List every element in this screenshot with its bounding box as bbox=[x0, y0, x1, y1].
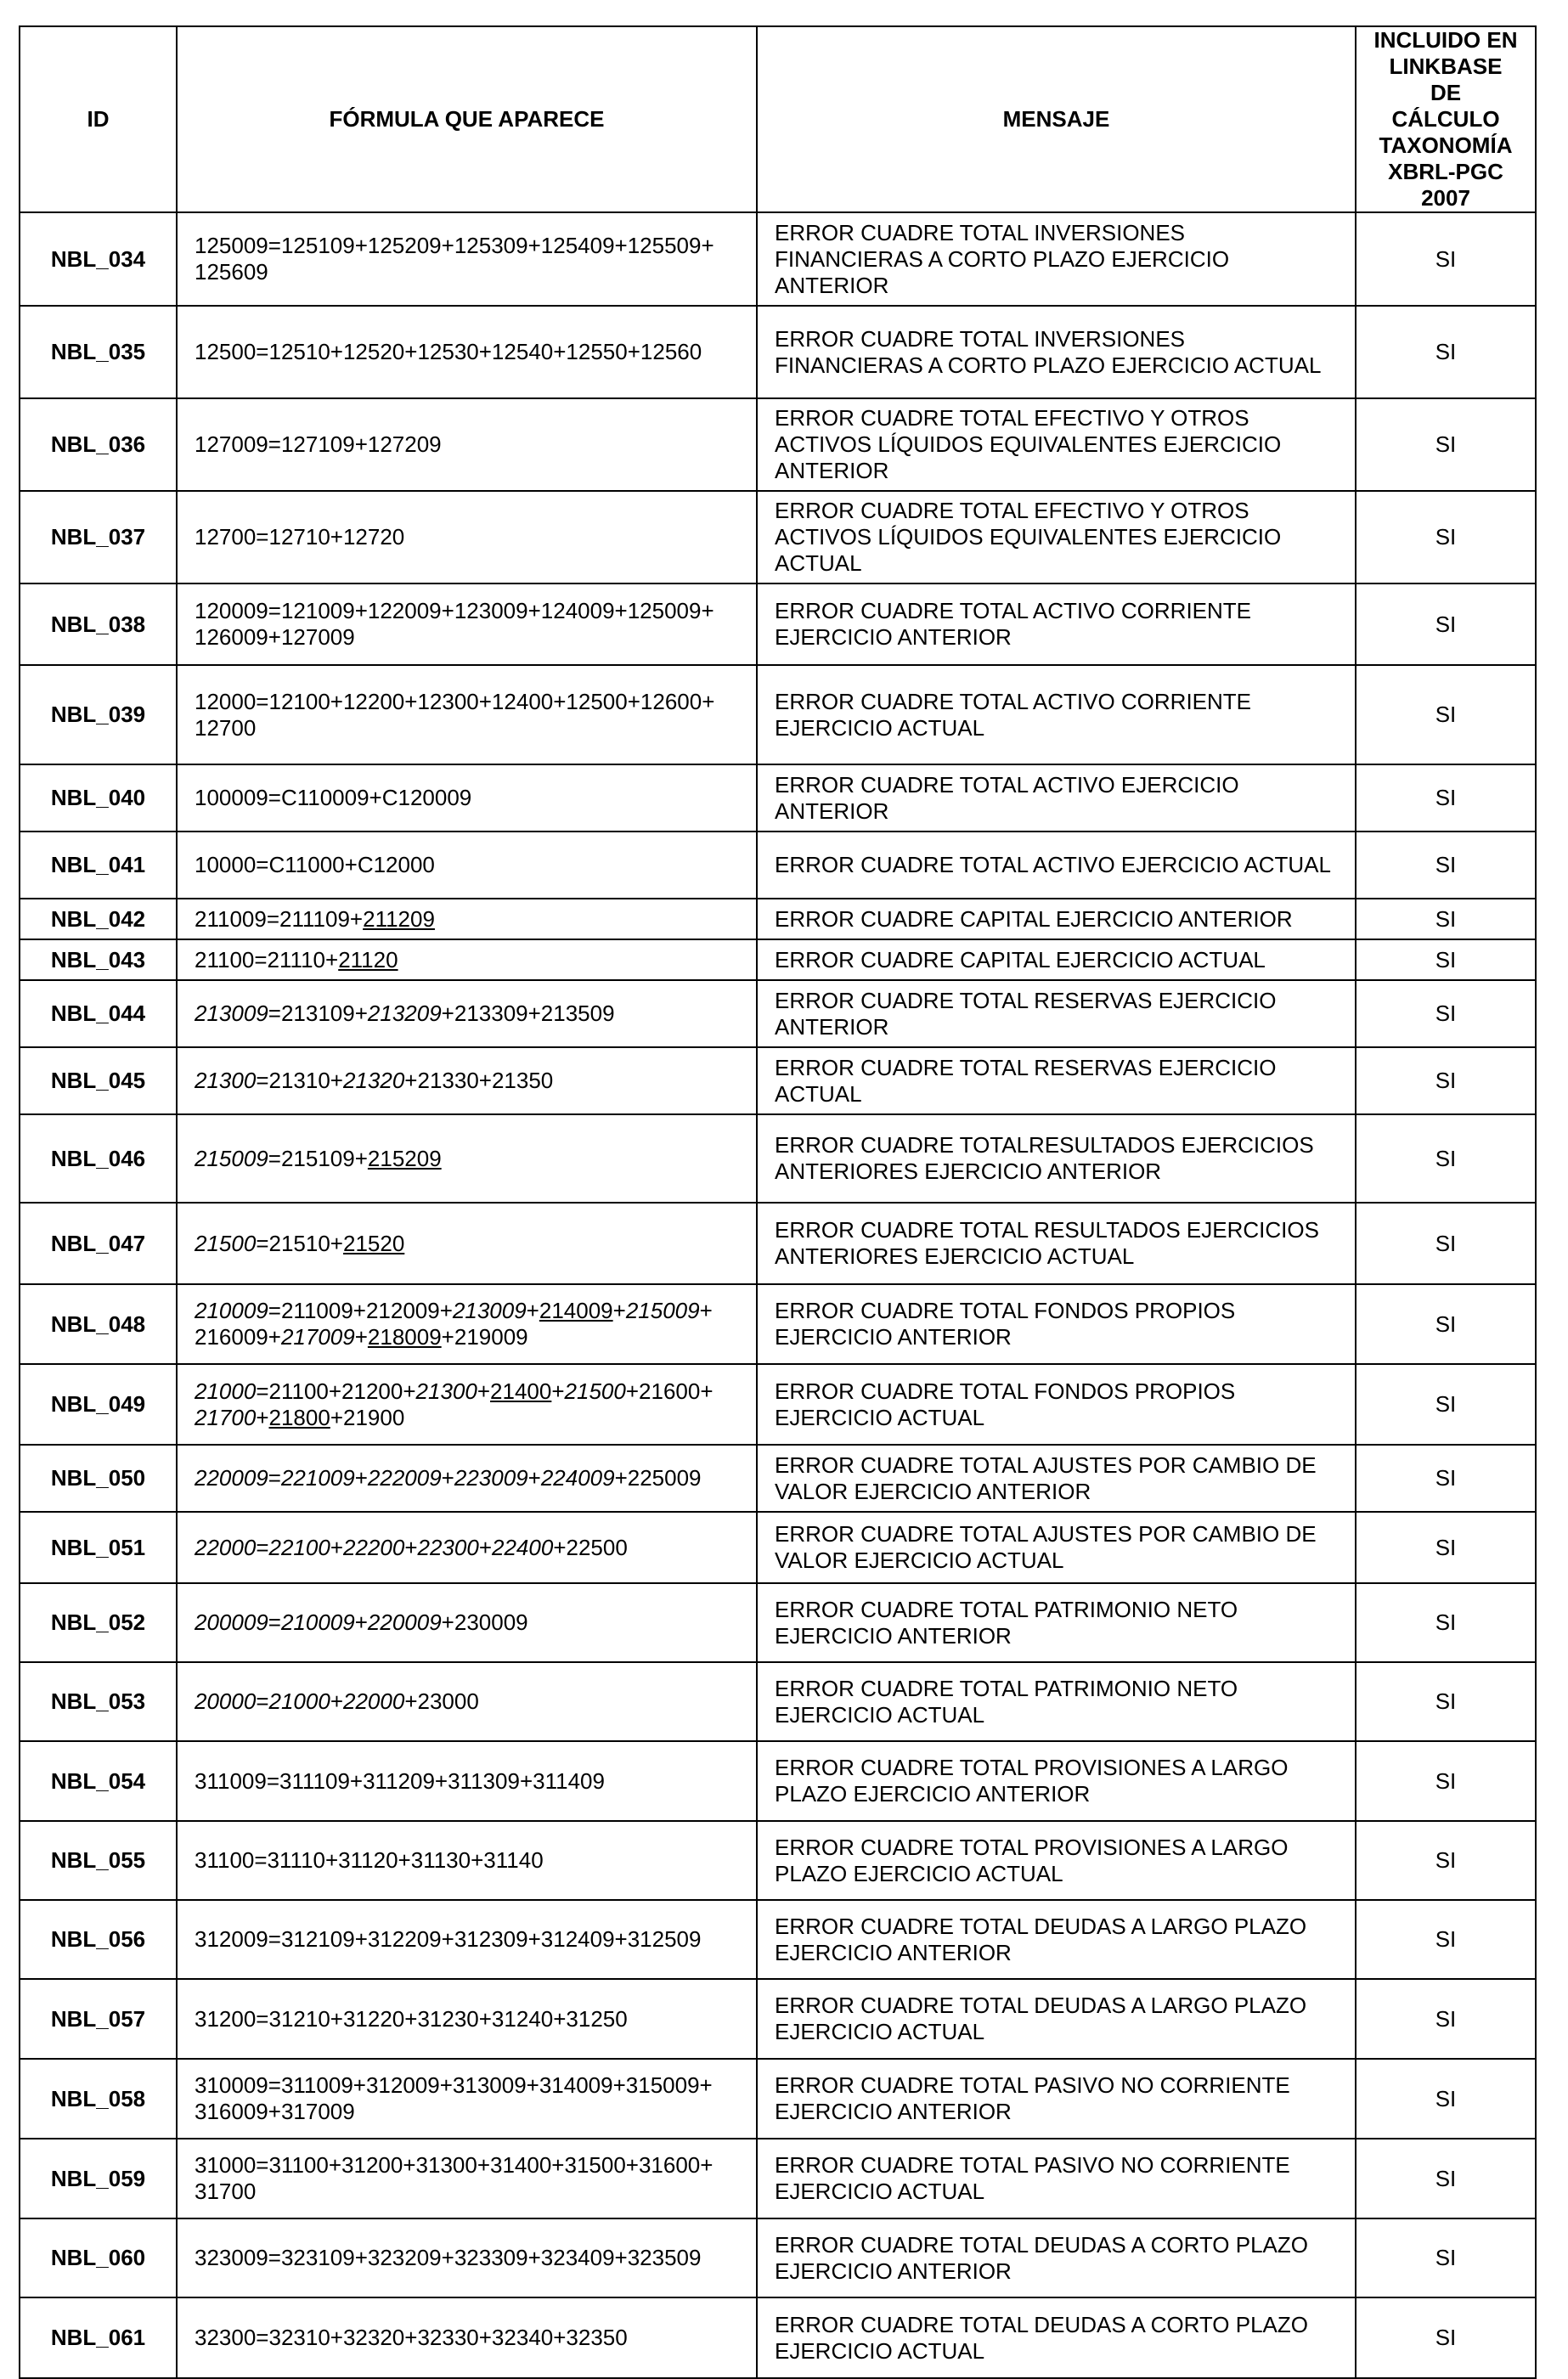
table-row bbox=[20, 2218, 1536, 2297]
rule-id: NBL_044 bbox=[20, 980, 177, 1047]
rule-formula: 32300=32310+32320+32330+32340+32350 bbox=[177, 2297, 757, 2378]
rule-id: NBL_047 bbox=[20, 1203, 177, 1284]
rule-included: SI bbox=[1356, 1364, 1536, 1445]
rule-message: ERROR CUADRE TOTAL FONDOS PROPIOS EJERCICIO ANTERIOR bbox=[757, 1284, 1356, 1364]
rule-message: ERROR CUADRE TOTAL PASIVO NO CORRIENTE EJERCICIO ANTERIOR bbox=[757, 2059, 1356, 2139]
validation-rules-table bbox=[19, 25, 1537, 2379]
rule-id: NBL_053 bbox=[20, 1662, 177, 1741]
rule-formula: 127009=127109+127209 bbox=[177, 398, 757, 491]
rule-included: SI bbox=[1356, 764, 1536, 832]
rule-included: SI bbox=[1356, 306, 1536, 398]
rule-formula: 211009=211109+211209 bbox=[177, 899, 757, 939]
rule-formula: 12700=12710+12720 bbox=[177, 491, 757, 583]
table-row bbox=[20, 764, 1536, 832]
table-row bbox=[20, 1979, 1536, 2059]
rule-formula: 125009=125109+125209+125309+125409+125509+ 125609 bbox=[177, 212, 757, 306]
table-row bbox=[20, 980, 1536, 1047]
rule-id: NBL_058 bbox=[20, 2059, 177, 2139]
table-row bbox=[20, 1114, 1536, 1203]
rule-message: ERROR CUADRE TOTAL INVERSIONES FINANCIERAS A CORTO PLAZO EJERCICIO ACTUAL bbox=[757, 306, 1356, 398]
rule-id: NBL_061 bbox=[20, 2297, 177, 2378]
table-row bbox=[20, 899, 1536, 939]
table-row bbox=[20, 2297, 1536, 2378]
rule-formula: 21100=21110+21120 bbox=[177, 939, 757, 980]
rule-formula: 31100=31110+31120+31130+31140 bbox=[177, 1821, 757, 1900]
rule-id: NBL_057 bbox=[20, 1979, 177, 2059]
rule-message: ERROR CUADRE TOTAL DEUDAS A LARGO PLAZO EJERCICIO ACTUAL bbox=[757, 1979, 1356, 2059]
rule-formula: 20000=21000+22000+23000 bbox=[177, 1662, 757, 1741]
rule-formula: 312009=312109+312209+312309+312409+312509 bbox=[177, 1900, 757, 1979]
table-row bbox=[20, 1583, 1536, 1662]
rule-formula: 31200=31210+31220+31230+31240+31250 bbox=[177, 1979, 757, 2059]
rule-included: SI bbox=[1356, 1900, 1536, 1979]
table-row bbox=[20, 665, 1536, 764]
rule-included: SI bbox=[1356, 583, 1536, 665]
rule-included: SI bbox=[1356, 2297, 1536, 2378]
rule-id: NBL_041 bbox=[20, 832, 177, 899]
rule-id: NBL_036 bbox=[20, 398, 177, 491]
rule-id: NBL_043 bbox=[20, 939, 177, 980]
rule-included: SI bbox=[1356, 1979, 1536, 2059]
rule-formula: 323009=323109+323209+323309+323409+323509 bbox=[177, 2218, 757, 2297]
rule-formula: 210009=211009+212009+213009+214009+215009+ 216009+217009+218009+219009 bbox=[177, 1284, 757, 1364]
table-row bbox=[20, 491, 1536, 583]
table-row bbox=[20, 832, 1536, 899]
rule-included: SI bbox=[1356, 2139, 1536, 2218]
rule-message: ERROR CUADRE TOTAL RESERVAS EJERCICIO ACTUAL bbox=[757, 1047, 1356, 1114]
rule-message: ERROR CUADRE TOTAL PROVISIONES A LARGO PLAZO EJERCICIO ANTERIOR bbox=[757, 1741, 1356, 1821]
rule-included: SI bbox=[1356, 2059, 1536, 2139]
rule-message: ERROR CUADRE TOTAL DEUDAS A CORTO PLAZO EJERCICIO ACTUAL bbox=[757, 2297, 1356, 2378]
rule-included: SI bbox=[1356, 1583, 1536, 1662]
table-row bbox=[20, 1512, 1536, 1583]
rule-included: SI bbox=[1356, 832, 1536, 899]
rule-included: SI bbox=[1356, 980, 1536, 1047]
rule-formula: 310009=311009+312009+313009+314009+315009+ 316009+317009 bbox=[177, 2059, 757, 2139]
rule-formula: 21000=21100+21200+21300+21400+21500+21600+ 21700+21800+21900 bbox=[177, 1364, 757, 1445]
rule-included: SI bbox=[1356, 1203, 1536, 1284]
rule-message: ERROR CUADRE TOTAL ACTIVO CORRIENTE EJERCICIO ACTUAL bbox=[757, 665, 1356, 764]
rule-included: SI bbox=[1356, 398, 1536, 491]
rule-formula: 12000=12100+12200+12300+12400+12500+12600+ 12700 bbox=[177, 665, 757, 764]
rule-message: ERROR CUADRE TOTAL PATRIMONIO NETO EJERCICIO ACTUAL bbox=[757, 1662, 1356, 1741]
rule-message: ERROR CUADRE TOTAL INVERSIONES FINANCIERAS A CORTO PLAZO EJERCICIO ANTERIOR bbox=[757, 212, 1356, 306]
rule-included: SI bbox=[1356, 1047, 1536, 1114]
rule-message: ERROR CUADRE TOTAL ACTIVO CORRIENTE EJERCICIO ANTERIOR bbox=[757, 583, 1356, 665]
rule-formula: 21300=21310+21320+21330+21350 bbox=[177, 1047, 757, 1114]
rule-included: SI bbox=[1356, 665, 1536, 764]
rule-formula: 22000=22100+22200+22300+22400+22500 bbox=[177, 1512, 757, 1583]
rule-included: SI bbox=[1356, 1114, 1536, 1203]
rule-message: ERROR CUADRE TOTAL DEUDAS A LARGO PLAZO EJERCICIO ANTERIOR bbox=[757, 1900, 1356, 1979]
rule-included: SI bbox=[1356, 2218, 1536, 2297]
rule-formula: 21500=21510+21520 bbox=[177, 1203, 757, 1284]
table-row bbox=[20, 1900, 1536, 1979]
rule-included: SI bbox=[1356, 1662, 1536, 1741]
table-row bbox=[20, 2139, 1536, 2218]
table-row bbox=[20, 1284, 1536, 1364]
rule-message: ERROR CUADRE TOTAL RESERVAS EJERCICIO ANTERIOR bbox=[757, 980, 1356, 1047]
rule-id: NBL_046 bbox=[20, 1114, 177, 1203]
table-row bbox=[20, 398, 1536, 491]
rule-formula: 12500=12510+12520+12530+12540+12550+12560 bbox=[177, 306, 757, 398]
table-header-row bbox=[20, 26, 1536, 212]
rule-id: NBL_039 bbox=[20, 665, 177, 764]
rule-id: NBL_052 bbox=[20, 1583, 177, 1662]
rule-id: NBL_035 bbox=[20, 306, 177, 398]
rule-formula: 311009=311109+311209+311309+311409 bbox=[177, 1741, 757, 1821]
rule-id: NBL_034 bbox=[20, 212, 177, 306]
rule-included: SI bbox=[1356, 899, 1536, 939]
rule-message: ERROR CUADRE TOTAL RESULTADOS EJERCICIOS ANTERIORES EJERCICIO ACTUAL bbox=[757, 1203, 1356, 1284]
table-row bbox=[20, 1741, 1536, 1821]
rule-message: ERROR CUADRE TOTAL DEUDAS A CORTO PLAZO EJERCICIO ANTERIOR bbox=[757, 2218, 1356, 2297]
rule-message: ERROR CUADRE TOTAL PASIVO NO CORRIENTE EJERCICIO ACTUAL bbox=[757, 2139, 1356, 2218]
rule-formula: 31000=31100+31200+31300+31400+31500+31600+ 31700 bbox=[177, 2139, 757, 2218]
rule-message: ERROR CUADRE TOTAL ACTIVO EJERCICIO ACTUAL bbox=[757, 832, 1356, 899]
header-id: ID bbox=[20, 26, 177, 212]
rule-formula: 100009=C110009+C120009 bbox=[177, 764, 757, 832]
rule-message: ERROR CUADRE TOTAL PATRIMONIO NETO EJERCICIO ANTERIOR bbox=[757, 1583, 1356, 1662]
rule-id: NBL_048 bbox=[20, 1284, 177, 1364]
rule-id: NBL_060 bbox=[20, 2218, 177, 2297]
rule-formula: 213009=213109+213209+213309+213509 bbox=[177, 980, 757, 1047]
rule-id: NBL_040 bbox=[20, 764, 177, 832]
table-body bbox=[20, 212, 1536, 2378]
table-row bbox=[20, 212, 1536, 306]
header-formula: FÓRMULA QUE APARECE bbox=[177, 26, 757, 212]
rule-message: ERROR CUADRE TOTAL EFECTIVO Y OTROS ACTIVOS LÍQUIDOS EQUIVALENTES EJERCICIO ACTUAL bbox=[757, 491, 1356, 583]
header-included: INCLUIDO EN LINKBASE DE CÁLCULO TAXONOMÍA XBRL-PGC 2007 bbox=[1356, 26, 1536, 212]
rule-included: SI bbox=[1356, 491, 1536, 583]
rule-formula: 200009=210009+220009+230009 bbox=[177, 1583, 757, 1662]
rule-message: ERROR CUADRE CAPITAL EJERCICIO ANTERIOR bbox=[757, 899, 1356, 939]
rule-id: NBL_042 bbox=[20, 899, 177, 939]
table-row bbox=[20, 583, 1536, 665]
table-row bbox=[20, 1047, 1536, 1114]
table-row bbox=[20, 306, 1536, 398]
table-row bbox=[20, 1445, 1536, 1512]
table-row bbox=[20, 1662, 1536, 1741]
rule-message: ERROR CUADRE TOTAL EFECTIVO Y OTROS ACTIVOS LÍQUIDOS EQUIVALENTES EJERCICIO ANTERIOR bbox=[757, 398, 1356, 491]
rule-id: NBL_037 bbox=[20, 491, 177, 583]
rule-message: ERROR CUADRE TOTAL AJUSTES POR CAMBIO DE VALOR EJERCICIO ANTERIOR bbox=[757, 1445, 1356, 1512]
rule-message: ERROR CUADRE TOTALRESULTADOS EJERCICIOS ANTERIORES EJERCICIO ANTERIOR bbox=[757, 1114, 1356, 1203]
rule-included: SI bbox=[1356, 1284, 1536, 1364]
rule-id: NBL_038 bbox=[20, 583, 177, 665]
rule-id: NBL_051 bbox=[20, 1512, 177, 1583]
table-row bbox=[20, 1364, 1536, 1445]
rule-id: NBL_056 bbox=[20, 1900, 177, 1979]
rule-included: SI bbox=[1356, 939, 1536, 980]
rule-included: SI bbox=[1356, 212, 1536, 306]
rule-message: ERROR CUADRE TOTAL PROVISIONES A LARGO PLAZO EJERCICIO ACTUAL bbox=[757, 1821, 1356, 1900]
rule-message: ERROR CUADRE TOTAL AJUSTES POR CAMBIO DE VALOR EJERCICIO ACTUAL bbox=[757, 1512, 1356, 1583]
rule-message: ERROR CUADRE TOTAL FONDOS PROPIOS EJERCICIO ACTUAL bbox=[757, 1364, 1356, 1445]
table-row bbox=[20, 2059, 1536, 2139]
rule-id: NBL_059 bbox=[20, 2139, 177, 2218]
table-row bbox=[20, 1203, 1536, 1284]
table-row bbox=[20, 1821, 1536, 1900]
rule-included: SI bbox=[1356, 1741, 1536, 1821]
rule-formula: 120009=121009+122009+123009+124009+125009+ 126009+127009 bbox=[177, 583, 757, 665]
rule-message: ERROR CUADRE CAPITAL EJERCICIO ACTUAL bbox=[757, 939, 1356, 980]
rule-id: NBL_055 bbox=[20, 1821, 177, 1900]
rule-included: SI bbox=[1356, 1445, 1536, 1512]
rule-formula: 10000=C11000+C12000 bbox=[177, 832, 757, 899]
rule-id: NBL_049 bbox=[20, 1364, 177, 1445]
rule-formula: 220009=221009+222009+223009+224009+225009 bbox=[177, 1445, 757, 1512]
rule-id: NBL_045 bbox=[20, 1047, 177, 1114]
table-row bbox=[20, 939, 1536, 980]
rule-id: NBL_054 bbox=[20, 1741, 177, 1821]
rule-included: SI bbox=[1356, 1821, 1536, 1900]
rule-formula: 215009=215109+215209 bbox=[177, 1114, 757, 1203]
rule-included: SI bbox=[1356, 1512, 1536, 1583]
rule-message: ERROR CUADRE TOTAL ACTIVO EJERCICIO ANTERIOR bbox=[757, 764, 1356, 832]
header-message: MENSAJE bbox=[757, 26, 1356, 212]
rule-id: NBL_050 bbox=[20, 1445, 177, 1512]
document-page bbox=[19, 25, 1537, 2379]
